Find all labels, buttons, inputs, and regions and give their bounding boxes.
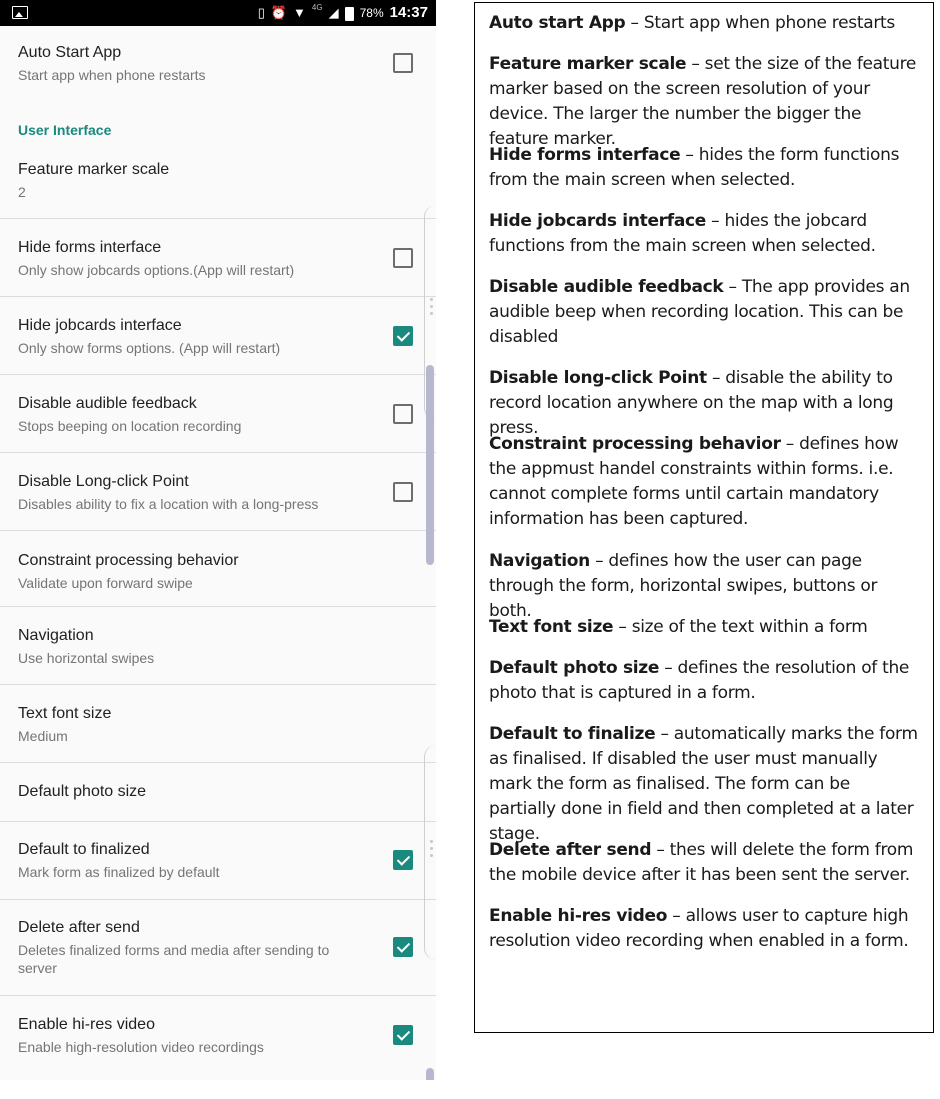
explanation-term: Hide forms interface [489,145,681,165]
battery-icon [345,7,354,21]
status-bar [0,0,436,26]
setting-subtitle: Medium [18,728,68,744]
explanation-panel [474,2,934,1033]
drag-handle-icon[interactable] [430,298,433,319]
explanation-term: Disable long-click Point [489,368,707,388]
setting-delete-after-send[interactable] [0,900,436,996]
setting-title: Feature marker scale [18,161,170,178]
alarm-icon: ⏰ [270,4,288,20]
explanation-item [489,549,919,624]
explanation-term: Default to finalize [489,724,656,744]
phone-screenshot [0,0,436,1080]
setting-feature-marker-scale[interactable] [0,144,436,219]
explanation-term: Enable hi-res video [489,906,668,926]
setting-value: 2 [18,184,26,200]
setting-auto-start[interactable] [0,26,436,98]
explanation-text: – thes will delete the form from the mobile device after it has been sent the server. [489,840,914,885]
explanation-text: – Start app when phone restarts [625,13,895,33]
explanation-text: – set the size of the feature marker based on the screen resolution of your device. The larger the number the bigger the feature marker. [489,54,917,149]
setting-disable-long-click[interactable] [0,453,436,531]
explanation-item [489,615,919,640]
setting-title: Delete after send [18,919,140,936]
image-icon [12,6,28,19]
disable-audible-checkbox[interactable] [393,404,413,424]
explanation-text: – automatically marks the form as finalised. If disabled the user must manually mark the form as finalised. The form can be partially done in field and then completed at a later stage. [489,724,918,844]
setting-subtitle: Mark form as finalized by default [18,864,220,880]
setting-default-photo-size[interactable] [0,763,436,822]
setting-subtitle: Use horizontal swipes [18,650,155,666]
explanation-item [489,275,919,350]
explanation-text: – hides the jobcard functions from the main screen when selected. [489,211,876,256]
vibrate-icon: ▯ [257,4,265,20]
explanation-term: Constraint processing behavior [489,434,781,454]
signal-icon: ◢ [328,4,339,20]
setting-title: Enable hi-res video [18,1016,155,1033]
explanation-text: – hides the form functions from the main screen when selected. [489,145,900,190]
wifi-icon: ▼ [293,5,306,20]
default-finalized-checkbox[interactable] [393,850,413,870]
explanation-item [489,143,919,193]
disable-long-click-checkbox[interactable] [393,482,413,502]
explanation-item [489,432,919,532]
setting-subtitle: Validate upon forward swipe [18,575,193,591]
setting-title: Hide forms interface [18,239,162,256]
setting-subtitle: Stops beeping on location recording [18,418,242,434]
setting-subtitle: Only show forms options. (App will restart) [18,340,281,356]
setting-subtitle: Enable high-resolution video recordings [18,1039,264,1055]
explanation-item [489,904,919,954]
setting-title: Constraint processing behavior [18,552,239,569]
setting-title: Default photo size [18,783,147,800]
setting-subtitle: Deletes finalized forms and media after sending to server [18,942,330,976]
explanation-term: Feature marker scale [489,54,687,74]
battery-percent: 78% [359,5,384,20]
drag-handle-icon[interactable] [430,840,433,861]
delete-after-send-checkbox[interactable] [393,937,413,957]
setting-hide-forms[interactable] [0,219,436,297]
setting-title: Text font size [18,705,112,722]
explanation-text: – disable the ability to record location anywhere on the map with a long press. [489,368,894,438]
setting-default-finalized[interactable] [0,822,436,900]
clock: 14:37 [389,4,428,21]
hires-video-checkbox[interactable] [393,1025,413,1045]
explanation-item [489,656,919,706]
explanation-text: – defines how the appmust handel constraints within forms. i.e. cannot complete forms until cartain mandatory information has been captured. [489,434,899,529]
setting-hires-video[interactable] [0,996,436,1080]
auto-start-checkbox[interactable] [393,53,413,73]
setting-title: Disable Long-click Point [18,473,189,490]
setting-title: Disable audible feedback [18,395,197,412]
explanation-text: – The app provides an audible beep when recording location. This can be disabled [489,277,910,347]
explanation-term: Default photo size [489,658,660,678]
hide-forms-checkbox[interactable] [393,248,413,268]
explanation-text: – size of the text within a form [613,617,868,637]
setting-constraint-processing[interactable] [0,531,436,607]
explanation-term: Auto start App [489,13,626,33]
network-type: 4G [311,3,323,12]
section-header-user-interface: User Interface [18,122,112,138]
setting-title: Hide jobcards interface [18,317,182,334]
setting-text-font-size[interactable] [0,685,436,763]
explanation-term: Hide jobcards interface [489,211,707,231]
explanation-term: Disable audible feedback [489,277,724,297]
explanation-term: Navigation [489,551,590,571]
explanation-text: – defines how the user can page through the form, horizontal swipes, buttons or both. [489,551,878,621]
explanation-item [489,52,919,152]
setting-subtitle: Start app when phone restarts [18,67,206,83]
explanation-item [489,11,919,36]
explanation-text: – allows user to capture high resolution video recording when enabled in a form. [489,906,909,951]
explanation-term: Delete after send [489,840,652,860]
setting-title: Default to finalized [18,841,150,858]
scrollbar-thumb[interactable] [426,1068,434,1080]
explanation-term: Text font size [489,617,614,637]
setting-subtitle: Only show jobcards options.(App will restart) [18,262,295,278]
explanation-item [489,366,919,441]
setting-subtitle: Disables ability to fix a location with a long-press [18,496,319,512]
setting-disable-audible-feedback[interactable] [0,375,436,453]
explanation-item [489,838,919,888]
explanation-item [489,722,919,847]
hide-jobcards-checkbox[interactable] [393,326,413,346]
scrollbar-thumb[interactable] [426,365,434,565]
explanation-item [489,209,919,259]
setting-title: Navigation [18,627,94,644]
setting-title: Auto Start App [18,44,122,61]
setting-navigation[interactable] [0,607,436,685]
explanation-text: – defines the resolution of the photo that is captured in a form. [489,658,910,703]
setting-hide-jobcards[interactable] [0,297,436,375]
